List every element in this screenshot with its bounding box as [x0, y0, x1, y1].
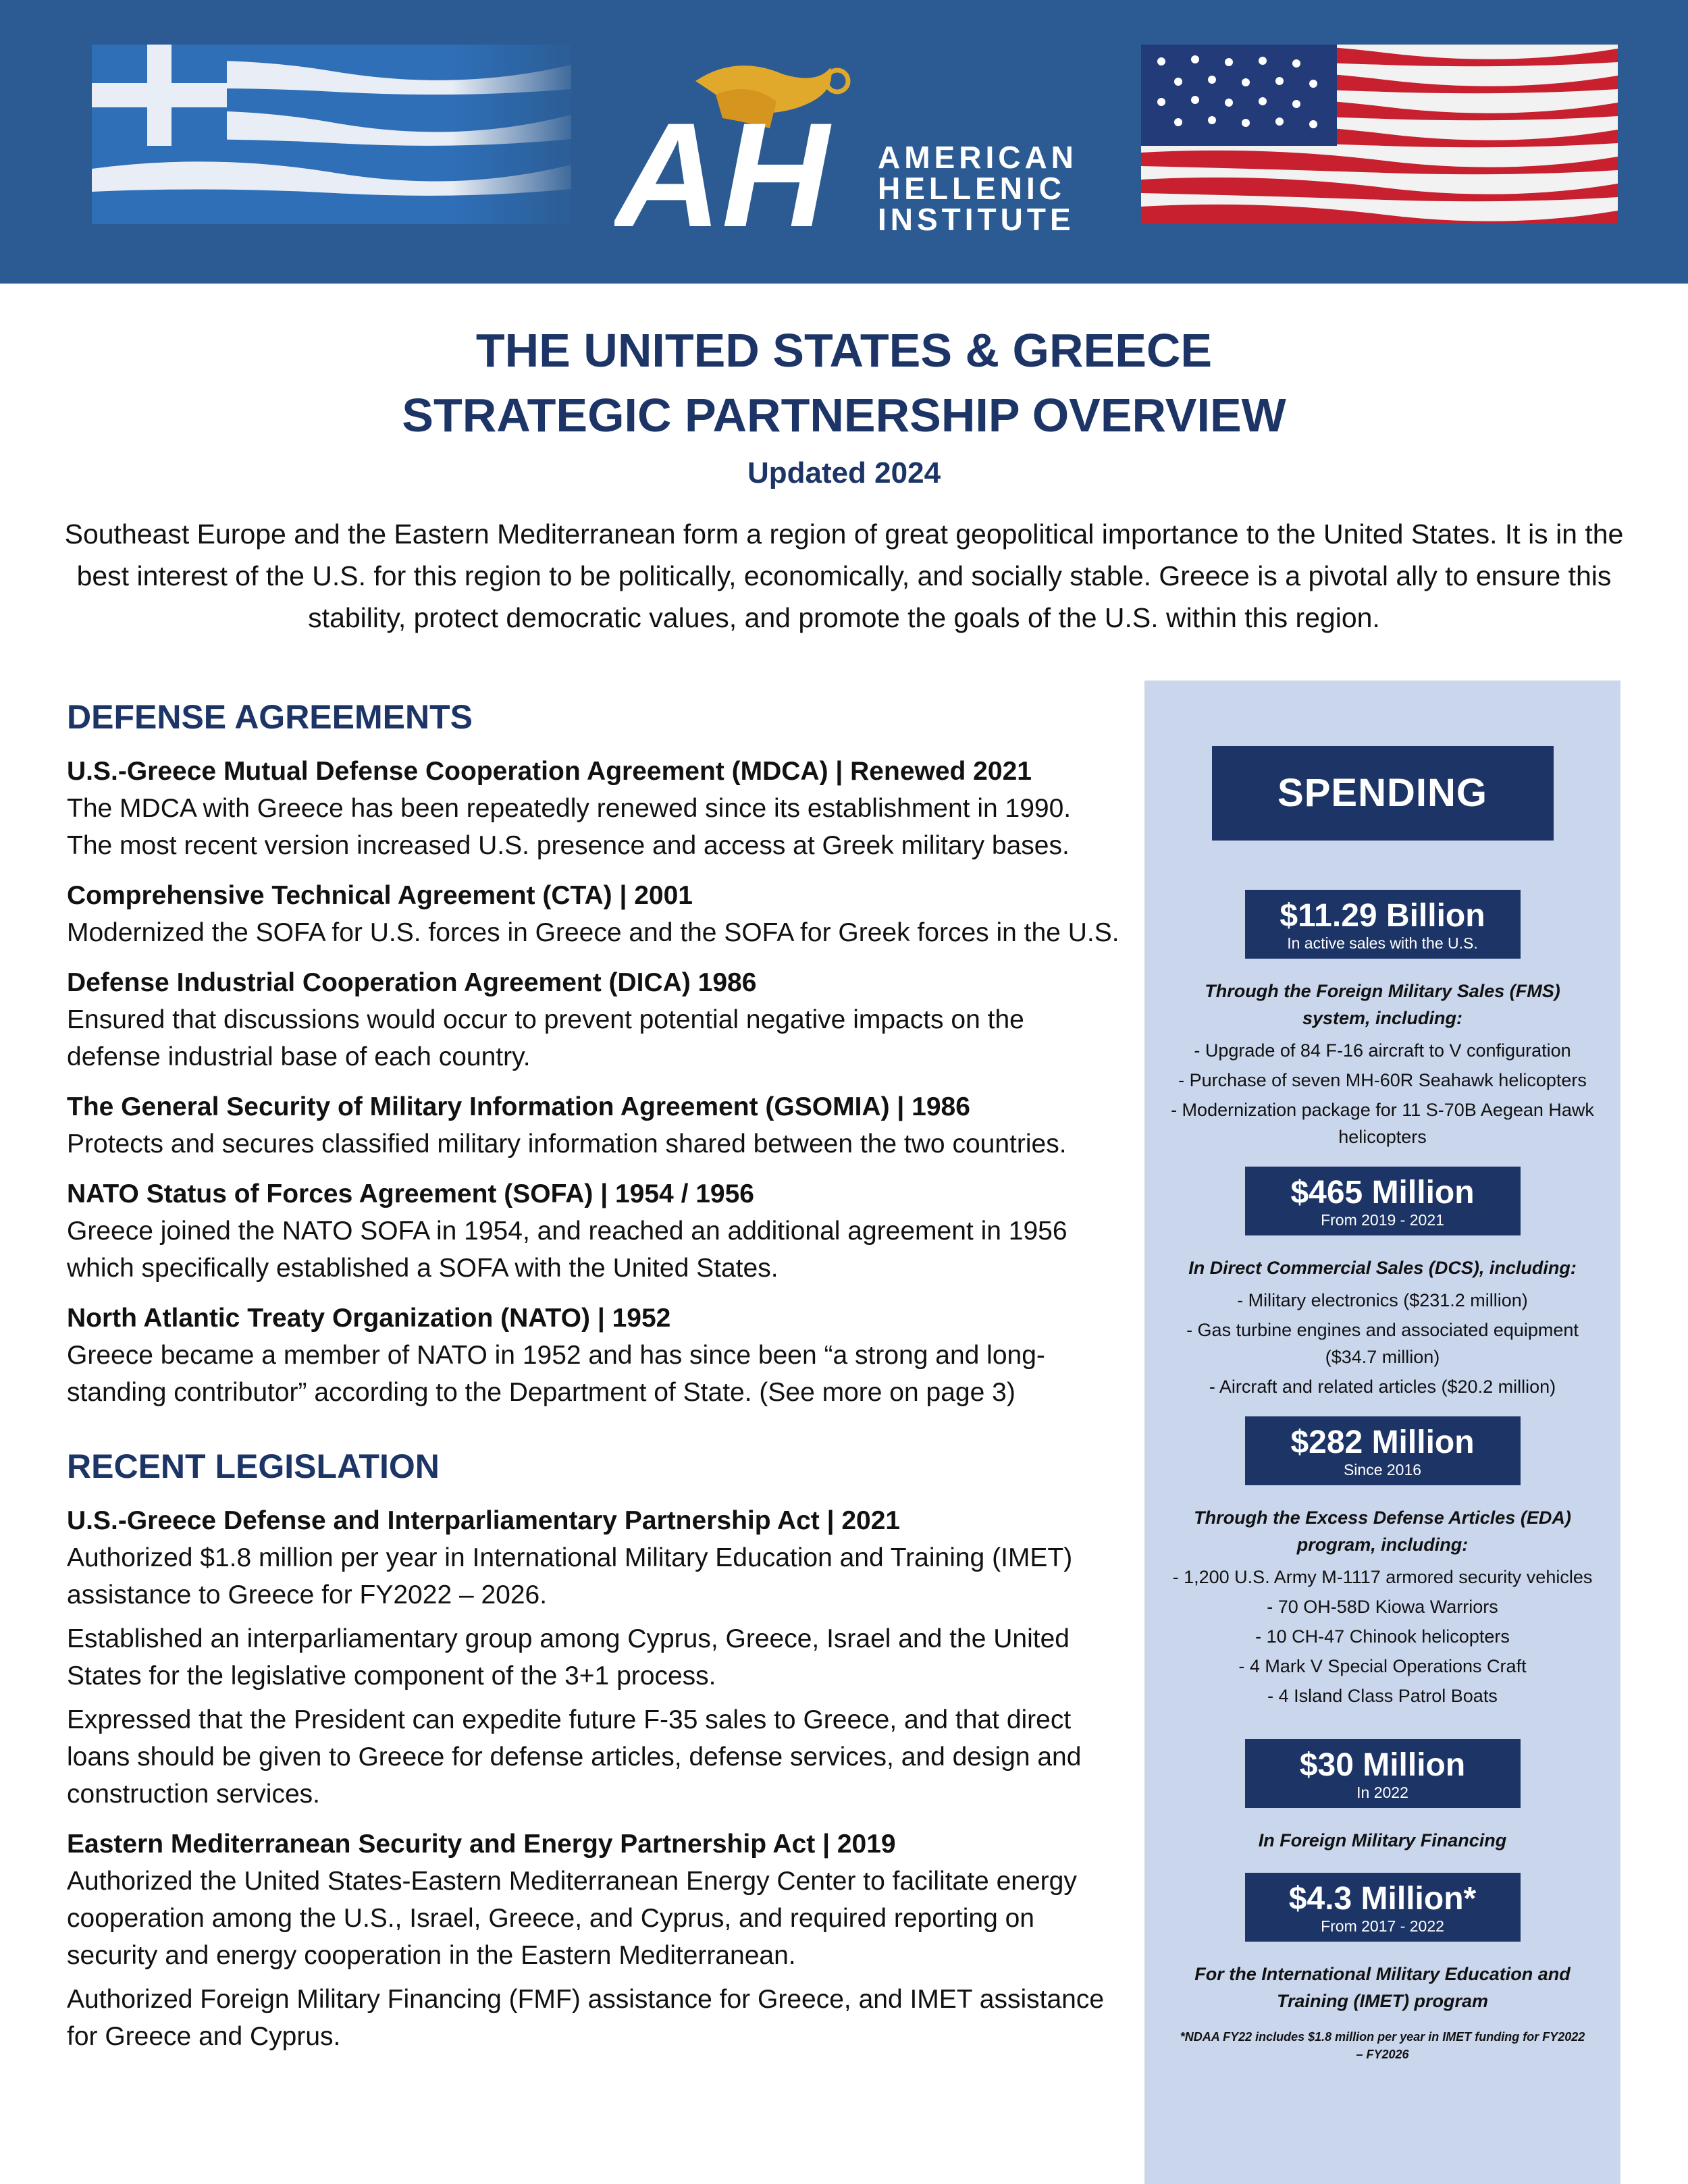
- stat-value: $465 Million: [1290, 1175, 1475, 1210]
- ahi-wordmark: AMERICAN HELLENIC INSTITUTE: [878, 140, 1078, 237]
- list-item: - Gas turbine engines and associated equipment ($34.7 million): [1186, 1320, 1579, 1367]
- page-title-line1: THE UNITED STATES & GREECE: [475, 324, 1213, 377]
- header-banner: [0, 0, 1688, 284]
- intro-paragraph: Southeast Europe and the Eastern Mediterranean form a region of great geopolitical importance to the United States. It is in the best interest of the U.S. for this region to be politically, economically, and socially stable. Greece is a pivotal ally to ensure this stability, protect democratic values, and promote the goals of the U.S. within this region.: [64, 518, 1624, 633]
- list-item: - 1,200 U.S. Army M-1117 armored security vehicles: [1172, 1567, 1593, 1587]
- legislation-paragraph: Established an interparliamentary group among Cyprus, Greece, Israel and the United States for the legislative component of the 3+1 process.: [67, 1624, 1070, 1690]
- legislation-paragraph: Expressed that the President can expedite future F-35 sales to Greece, and that direct loans should be given to Greece for defense articles, defense services, and design and construction services.: [67, 1705, 1082, 1809]
- stat-heading: Through the Excess Defense Articles (EDA) program, including:: [1194, 1508, 1571, 1555]
- list-item: - 70 OH-58D Kiowa Warriors: [1267, 1597, 1498, 1617]
- stat-heading: In Foreign Military Financing: [1258, 1830, 1507, 1850]
- agreement-item: [67, 1089, 1120, 1163]
- legislation-paragraph: Authorized $1.8 million per year in International Military Education and Training (IMET) assistance to Greece for FY2022 – 2026.: [67, 1543, 1073, 1609]
- agreement-title: Comprehensive Technical Agreement (CTA) | 2001: [67, 881, 693, 910]
- stat-note: From 2017 - 2022: [1321, 1917, 1444, 1935]
- us-flag-image: [1141, 45, 1618, 224]
- spending-sidebar: [1144, 681, 1620, 2184]
- spending-footnote: *NDAA FY22 includes $1.8 million per year in IMET funding for FY2022 – FY2026: [1180, 2030, 1585, 2061]
- list-item: - 4 Island Class Patrol Boats: [1267, 1686, 1498, 1706]
- list-item: - 4 Mark V Special Operations Craft: [1238, 1656, 1527, 1676]
- greek-flag-image: [92, 45, 571, 224]
- list-item: - Upgrade of 84 F-16 aircraft to V configuration: [1194, 1040, 1571, 1061]
- agreement-text: The MDCA with Greece has been repeatedly renewed since its establishment in 1990. The most recent version increased U.S. presence and access at Greek military bases.: [67, 794, 1072, 860]
- stat-note: From 2019 - 2021: [1321, 1211, 1444, 1229]
- agreement-text: Protects and secures classified military information shared between the two countries.: [67, 1129, 1067, 1158]
- legislation-title: U.S.-Greece Defense and Interparliamentary Partnership Act | 2021: [67, 1506, 901, 1535]
- agreement-item: [67, 1176, 1120, 1287]
- stat-heading: In Direct Commercial Sales (DCS), including:: [1188, 1258, 1577, 1278]
- stat-note: In active sales with the U.S.: [1287, 934, 1478, 952]
- spending-stat-box: [1245, 1739, 1521, 1808]
- agreement-title: NATO Status of Forces Agreement (SOFA) | 1954 / 1956: [67, 1179, 754, 1208]
- legislation-item: [67, 1826, 1120, 2055]
- spending-stat-box: [1245, 1416, 1521, 1485]
- legislation-paragraph: Authorized Foreign Military Financing (FMF) assistance for Greece, and IMET assistance for Greece and Cyprus.: [67, 1985, 1105, 2051]
- list-item: - 10 CH-47 Chinook helicopters: [1255, 1626, 1510, 1647]
- stat-list: [1165, 1037, 1600, 1150]
- agreement-text: Modernized the SOFA for U.S. forces in Greece and the SOFA for Greek forces in the U.S.: [67, 918, 1119, 947]
- legislation-title: Eastern Mediterranean Security and Energy Partnership Act | 2019: [67, 1830, 896, 1859]
- stat-value: $30 Million: [1299, 1747, 1466, 1783]
- list-item: - Purchase of seven MH-60R Seahawk helicopters: [1178, 1070, 1587, 1090]
- recent-legislation-heading: RECENT LEGISLATION: [67, 1447, 440, 1485]
- agreement-text: Greece became a member of NATO in 1952 and has since been “a strong and long-standing contributor” according to the Department of State. (See more on page 3): [67, 1341, 1045, 1407]
- legislation-item: [67, 1503, 1120, 1813]
- agreement-text: Greece joined the NATO SOFA in 1954, and reached an additional agreement in 1956 which specifically established a SOFA with the United States.: [67, 1217, 1067, 1283]
- stat-list: [1165, 1564, 1600, 1709]
- agreement-item: [67, 878, 1120, 951]
- stat-list: [1165, 1287, 1600, 1400]
- agreement-title: The General Security of Military Information Agreement (GSOMIA) | 1986: [67, 1092, 970, 1121]
- stat-note: Since 2016: [1343, 1461, 1422, 1479]
- agreement-title: U.S.-Greece Mutual Defense Cooperation Agreement (MDCA) | Renewed 2021: [67, 757, 1032, 786]
- agreement-item: [67, 753, 1120, 864]
- page-title-line2: STRATEGIC PARTNERSHIP OVERVIEW: [402, 389, 1286, 442]
- ahi-logo: [614, 54, 1087, 236]
- list-item: - Aircraft and related articles ($20.2 million): [1209, 1377, 1556, 1397]
- list-item: - Modernization package for 11 S-70B Aegean Hawk helicopters: [1171, 1100, 1594, 1147]
- agreement-title: North Atlantic Treaty Organization (NATO) | 1952: [67, 1304, 671, 1333]
- stat-value: $282 Million: [1290, 1424, 1475, 1460]
- agreement-title: Defense Industrial Cooperation Agreement (DICA) 1986: [67, 968, 757, 997]
- stat-heading: Through the Foreign Military Sales (FMS) system, including:: [1205, 981, 1560, 1028]
- agreement-text: Ensured that discussions would occur to prevent potential negative impacts on the defense industrial base of each country.: [67, 1005, 1024, 1071]
- svg-text:AH: AH: [614, 92, 829, 236]
- stat-value: $11.29 Billion: [1280, 898, 1485, 934]
- stat-heading: For the International Military Education and Training (IMET) program: [1194, 1964, 1571, 2011]
- spending-stat-box: [1245, 1873, 1521, 1942]
- spending-stat-box: [1245, 1167, 1521, 1235]
- updated-label: Updated 2024: [747, 456, 941, 489]
- ahi-logo-mark: [614, 54, 871, 236]
- list-item: - Military electronics ($231.2 million): [1237, 1290, 1528, 1310]
- stat-note: In 2022: [1356, 1784, 1408, 1801]
- spending-heading: SPENDING: [1212, 746, 1554, 841]
- legislation-paragraph: Authorized the United States-Eastern Mediterranean Energy Center to facilitate energy cooperation among the U.S., Israel, Greece, and Cyprus, and required reporting on security and energy cooperation in the Eastern Mediterranean.: [67, 1867, 1077, 1970]
- agreement-item: [67, 1300, 1120, 1411]
- main-column: [67, 695, 1120, 2069]
- stat-value: $4.3 Million*: [1288, 1881, 1477, 1917]
- agreement-item: [67, 965, 1120, 1075]
- spending-stat-box: [1245, 890, 1521, 959]
- defense-agreements-heading: DEFENSE AGREEMENTS: [67, 698, 473, 736]
